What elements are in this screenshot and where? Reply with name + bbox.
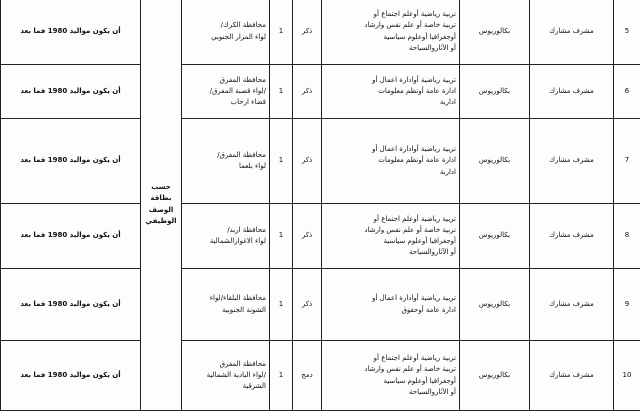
area-line: محافظة المفرق [219, 359, 266, 368]
spec-line: تربية رياضية أوادارة اعمال أو [372, 294, 456, 303]
count-cell: 1 [270, 65, 293, 119]
job-title-cell: مشرف مشارك [530, 204, 614, 269]
row-number-cell: 6 [614, 65, 640, 119]
gender-cell: ذكر [293, 204, 322, 269]
age-condition-cell: أن يكون مواليد 1980 فما بعد [1, 65, 141, 119]
table-row [1, 65, 640, 119]
spec-line: تربية خاصة أو علم نفس وارشاد [364, 21, 456, 30]
gender-cell: ذكر [293, 65, 322, 119]
area-line: محافظة اربد/ [227, 225, 266, 234]
spec-line: أوجغرافيا أوعلوم سياسية [383, 376, 456, 385]
spec-line: تربية خاصة أو علم نفس وارشاد [364, 365, 456, 374]
specialization-cell [322, 341, 460, 411]
table-body [1, 0, 640, 411]
spec-line: ادارة عامة أونظم معلومات [378, 86, 456, 95]
spec-line: أوجغرافيا أوعلوم سياسية [383, 32, 456, 41]
degree-cell: بكالوريوس [460, 119, 530, 204]
area-line: محافظة الكرك/ [220, 21, 266, 30]
gender-cell: ذكر [293, 269, 322, 341]
job-title-cell: مشرف مشارك [530, 119, 614, 204]
row-number-cell: 9 [614, 269, 640, 341]
area-line: /لواء البادية الشمالية [206, 370, 266, 379]
area-line: محافظة المفرق [219, 75, 266, 84]
gender-cell: ذكر [293, 0, 322, 65]
spec-line: تربية رياضية أوعلم اجتماع أو [373, 10, 456, 19]
area-line: الشرقية [242, 382, 266, 391]
area-cell [182, 341, 270, 411]
requirements-reference-cell [141, 0, 182, 411]
area-cell [182, 119, 270, 204]
row-number-cell: 5 [614, 0, 640, 65]
area-line: قضاء ارحاب [230, 98, 266, 107]
spec-line: تربية رياضية أوعلم اجتماع أو [373, 354, 456, 363]
degree-cell: بكالوريوس [460, 0, 530, 65]
gender-cell: ذكر [293, 119, 322, 204]
specialization-cell [322, 0, 460, 65]
spec-line: ادارة عامة أوحقوق [401, 305, 456, 314]
spec-line: ادارية [439, 167, 456, 176]
job-title-cell: مشرف مشارك [530, 341, 614, 411]
table-row [1, 269, 640, 341]
spec-line: أو الآثاروالسياحة [409, 43, 456, 52]
reference-line: حسب بطاقة [150, 183, 172, 203]
area-cell [182, 269, 270, 341]
specialization-cell [322, 204, 460, 269]
age-condition-cell: أن يكون مواليد 1980 فما بعد [1, 204, 141, 269]
age-condition-cell: أن يكون مواليد 1980 فما بعد [1, 119, 141, 204]
area-cell [182, 204, 270, 269]
row-number-cell: 10 [614, 341, 640, 411]
job-title-cell: مشرف مشارك [530, 65, 614, 119]
spec-line: أوجغرافيا أوعلوم سياسية [383, 237, 456, 245]
job-title-cell: مشرف مشارك [530, 269, 614, 341]
spec-line: تربية رياضية أوادارة اعمال أو [372, 75, 456, 84]
area-line: محافظة المفرق/ [217, 150, 266, 159]
row-number-cell: 8 [614, 204, 640, 269]
reference-line: الوصف [148, 205, 174, 214]
gender-cell: دمج [293, 341, 322, 411]
table-row [1, 204, 640, 269]
count-cell: 1 [270, 0, 293, 65]
degree-cell: بكالوريوس [460, 269, 530, 341]
row-number-cell: 7 [614, 119, 640, 204]
area-cell [182, 0, 270, 65]
spec-line: ادارية [439, 98, 456, 107]
count-cell: 1 [270, 269, 293, 341]
degree-cell: بكالوريوس [460, 204, 530, 269]
area-line: لواء المزار الجنوبي [211, 32, 266, 41]
area-line: لواء بلعما [238, 162, 266, 170]
spec-line: أو الآثاروالسياحة [409, 248, 456, 257]
table-row [1, 119, 640, 204]
spec-line: تربية خاصة أو علم نفس وارشاد [364, 225, 456, 234]
specialization-cell [322, 269, 460, 341]
count-cell: 1 [270, 119, 293, 204]
age-condition-cell: أن يكون مواليد 1980 فما بعد [1, 269, 141, 341]
degree-cell: بكالوريوس [460, 341, 530, 411]
reference-line: الوظيفي [145, 216, 177, 225]
area-cell [182, 65, 270, 119]
table-row [1, 341, 640, 411]
count-cell: 1 [270, 341, 293, 411]
count-cell: 1 [270, 204, 293, 269]
degree-cell: بكالوريوس [460, 65, 530, 119]
area-line: محافظة البلقاء/لواء [209, 294, 266, 303]
spec-line: أو الآثاروالسياحة [409, 387, 456, 396]
job-title-cell: مشرف مشارك [530, 0, 614, 65]
specialization-cell [322, 119, 460, 204]
age-condition-cell: أن يكون مواليد 1980 فما بعد [1, 341, 141, 411]
area-line: الشونة الجنوبية [221, 305, 266, 314]
table-row [1, 0, 640, 65]
specialization-cell [322, 65, 460, 119]
spec-line: تربية رياضية أوعلم اجتماع أو [373, 214, 456, 223]
area-line: لواء الاغوارالشمالية [209, 237, 266, 245]
spec-line: تربية رياضية أوادارة اعمال أو [372, 145, 456, 154]
age-condition-cell: أن يكون مواليد 1980 فما بعد [1, 0, 141, 65]
area-line: /لواء قصبة المفرق/ [209, 86, 266, 95]
spec-line: ادارة عامة أونظم معلومات [378, 156, 456, 165]
